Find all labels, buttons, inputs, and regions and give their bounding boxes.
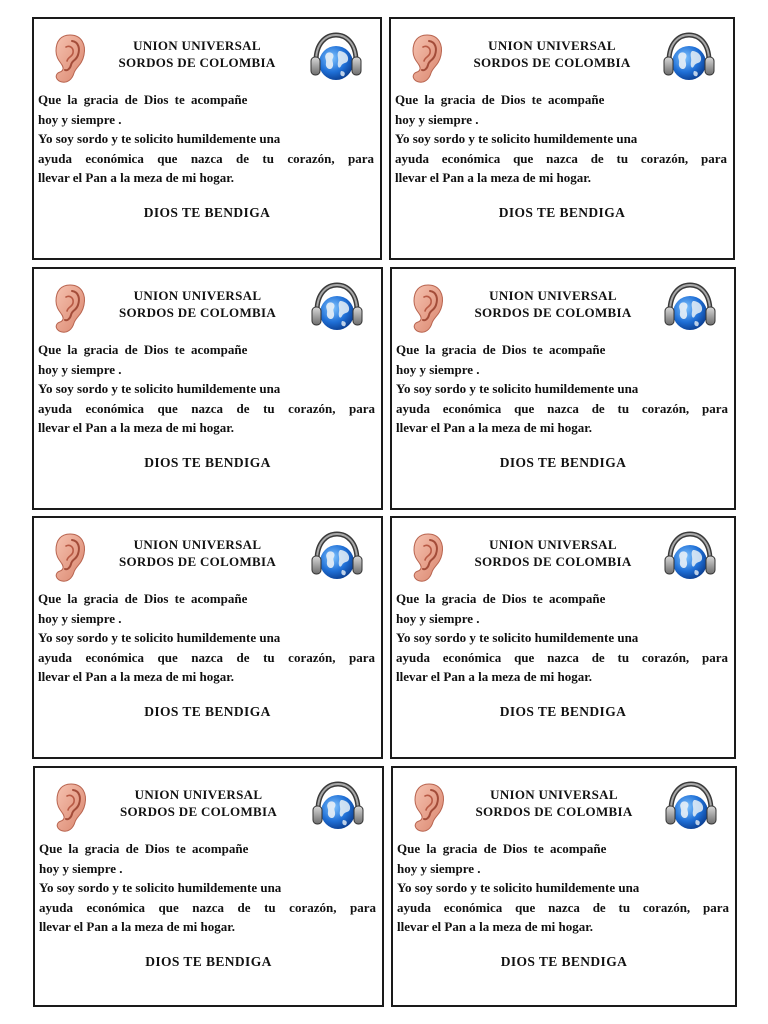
message-line-4: ayuda económica que nazca de tu corazón, para — [395, 150, 727, 166]
message-line-3: Yo soy sordo y te solicito humildemente una — [38, 630, 281, 645]
org-line-1: UNION UNIVERSAL — [489, 537, 617, 552]
blessing-text: DIOS TE BENDIGA — [145, 954, 272, 969]
message-line-5: llevar el Pan a la meza de mi hogar. — [397, 919, 594, 934]
message-line-2: hoy y siempre . — [38, 610, 122, 626]
message-line-5: llevar el Pan a la meza de mi hogar. — [39, 919, 236, 934]
message-line-2: hoy y siempre . — [39, 860, 123, 876]
org-line-1: UNION UNIVERSAL — [134, 787, 263, 802]
message-line-5: llevar el Pan a la meza de mi hogar. — [396, 669, 593, 684]
message-line-1: Que la gracia de Dios te acompañe — [396, 342, 606, 357]
organization-name — [451, 37, 653, 71]
ear-icon — [405, 33, 445, 85]
organization-name — [452, 536, 654, 570]
blessing-text: DIOS TE BENDIGA — [498, 205, 626, 220]
message-line-1: Que la gracia de Dios te acompañe — [395, 92, 605, 107]
org-line-2: SORDOS DE COLOMBIA — [475, 804, 633, 819]
ear-icon — [406, 532, 446, 584]
donation-card — [390, 516, 736, 759]
message-line-4: ayuda económica que nazca de tu corazón, para — [396, 649, 728, 665]
message-text — [396, 589, 728, 687]
globe-headphones-icon — [662, 530, 718, 586]
message-text — [397, 839, 729, 937]
ear-icon — [48, 532, 88, 584]
message-line-3: Yo soy sordo y te solicito humildemente una — [397, 880, 640, 895]
blessing-text: DIOS TE BENDIGA — [500, 954, 628, 969]
blessing-text: DIOS TE BENDIGA — [144, 455, 271, 470]
blessing-text: DIOS TE BENDIGA — [499, 704, 627, 719]
org-line-2: SORDOS DE COLOMBIA — [474, 305, 632, 320]
message-text — [396, 340, 728, 438]
message-text — [38, 589, 375, 687]
message-line-4: ayuda económica que nazca de tu corazón, para — [39, 899, 376, 915]
globe-headphones-icon — [308, 31, 364, 87]
message-line-2: hoy y siempre . — [396, 610, 480, 626]
organization-name — [453, 786, 655, 820]
ear-icon — [48, 283, 88, 335]
org-line-1: UNION UNIVERSAL — [490, 787, 618, 802]
org-line-2: SORDOS DE COLOMBIA — [118, 554, 277, 569]
blessing-text: DIOS TE BENDIGA — [143, 205, 271, 220]
org-line-2: SORDOS DE COLOMBIA — [474, 554, 632, 569]
message-line-2: hoy y siempre . — [396, 361, 480, 377]
message-text — [38, 90, 374, 188]
message-line-5: llevar el Pan a la meza de mi hogar. — [38, 170, 235, 185]
globe-headphones-icon — [662, 281, 718, 337]
organization-name — [94, 37, 300, 71]
org-line-1: UNION UNIVERSAL — [133, 38, 261, 53]
message-line-5: llevar el Pan a la meza de mi hogar. — [396, 420, 593, 435]
globe-headphones-icon — [663, 780, 719, 836]
message-text — [39, 839, 376, 937]
organization-name — [94, 536, 301, 570]
message-line-4: ayuda económica que nazca de tu corazón, para — [38, 150, 374, 166]
message-line-4: ayuda económica que nazca de tu corazón, para — [396, 400, 728, 416]
message-line-4: ayuda económica que nazca de tu corazón, para — [38, 649, 375, 665]
donation-card — [32, 17, 382, 260]
message-line-1: Que la gracia de Dios te acompañe — [38, 342, 248, 357]
message-line-3: Yo soy sordo y te solicito humildemente una — [395, 131, 638, 146]
message-line-1: Que la gracia de Dios te acompañe — [397, 841, 607, 856]
org-line-2: SORDOS DE COLOMBIA — [118, 55, 276, 70]
message-line-2: hoy y siempre . — [38, 361, 122, 377]
message-line-4: ayuda económica que nazca de tu corazón, para — [397, 899, 729, 915]
message-line-1: Que la gracia de Dios te acompañe — [38, 591, 248, 606]
message-line-2: hoy y siempre . — [397, 860, 481, 876]
organization-name — [452, 287, 654, 321]
globe-headphones-icon — [661, 31, 717, 87]
org-line-1: UNION UNIVERSAL — [133, 288, 262, 303]
donation-card — [389, 17, 735, 260]
message-line-2: hoy y siempre . — [38, 111, 122, 127]
message-line-3: Yo soy sordo y te solicito humildemente una — [38, 381, 281, 396]
org-line-2: SORDOS DE COLOMBIA — [118, 305, 277, 320]
message-text — [38, 340, 375, 438]
donation-card — [390, 267, 736, 510]
donation-card — [32, 267, 383, 510]
org-line-2: SORDOS DE COLOMBIA — [473, 55, 631, 70]
donation-card — [391, 766, 737, 1007]
message-line-3: Yo soy sordo y te solicito humildemente una — [396, 381, 639, 396]
ear-icon — [406, 283, 446, 335]
org-line-1: UNION UNIVERSAL — [133, 537, 262, 552]
donation-card — [32, 516, 383, 759]
globe-headphones-icon — [310, 780, 366, 836]
blessing-text: DIOS TE BENDIGA — [499, 455, 627, 470]
blessing-text: DIOS TE BENDIGA — [144, 704, 271, 719]
message-line-5: llevar el Pan a la meza de mi hogar. — [38, 669, 235, 684]
message-line-3: Yo soy sordo y te solicito humildemente una — [39, 880, 282, 895]
ear-icon — [49, 782, 89, 834]
message-line-4: ayuda económica que nazca de tu corazón, para — [38, 400, 375, 416]
ear-icon — [407, 782, 447, 834]
globe-headphones-icon — [309, 530, 365, 586]
organization-name — [95, 786, 302, 820]
donation-card — [33, 766, 384, 1007]
message-line-1: Que la gracia de Dios te acompañe — [38, 92, 248, 107]
globe-headphones-icon — [309, 281, 365, 337]
organization-name — [94, 287, 301, 321]
org-line-1: UNION UNIVERSAL — [488, 38, 616, 53]
message-line-3: Yo soy sordo y te solicito humildemente una — [38, 131, 281, 146]
org-line-1: UNION UNIVERSAL — [489, 288, 617, 303]
message-line-2: hoy y siempre . — [395, 111, 479, 127]
ear-icon — [48, 33, 88, 85]
message-line-1: Que la gracia de Dios te acompañe — [396, 591, 606, 606]
message-line-3: Yo soy sordo y te solicito humildemente una — [396, 630, 639, 645]
message-line-1: Que la gracia de Dios te acompañe — [39, 841, 249, 856]
org-line-2: SORDOS DE COLOMBIA — [119, 804, 278, 819]
message-line-5: llevar el Pan a la meza de mi hogar. — [38, 420, 235, 435]
message-text — [395, 90, 727, 188]
message-line-5: llevar el Pan a la meza de mi hogar. — [395, 170, 592, 185]
